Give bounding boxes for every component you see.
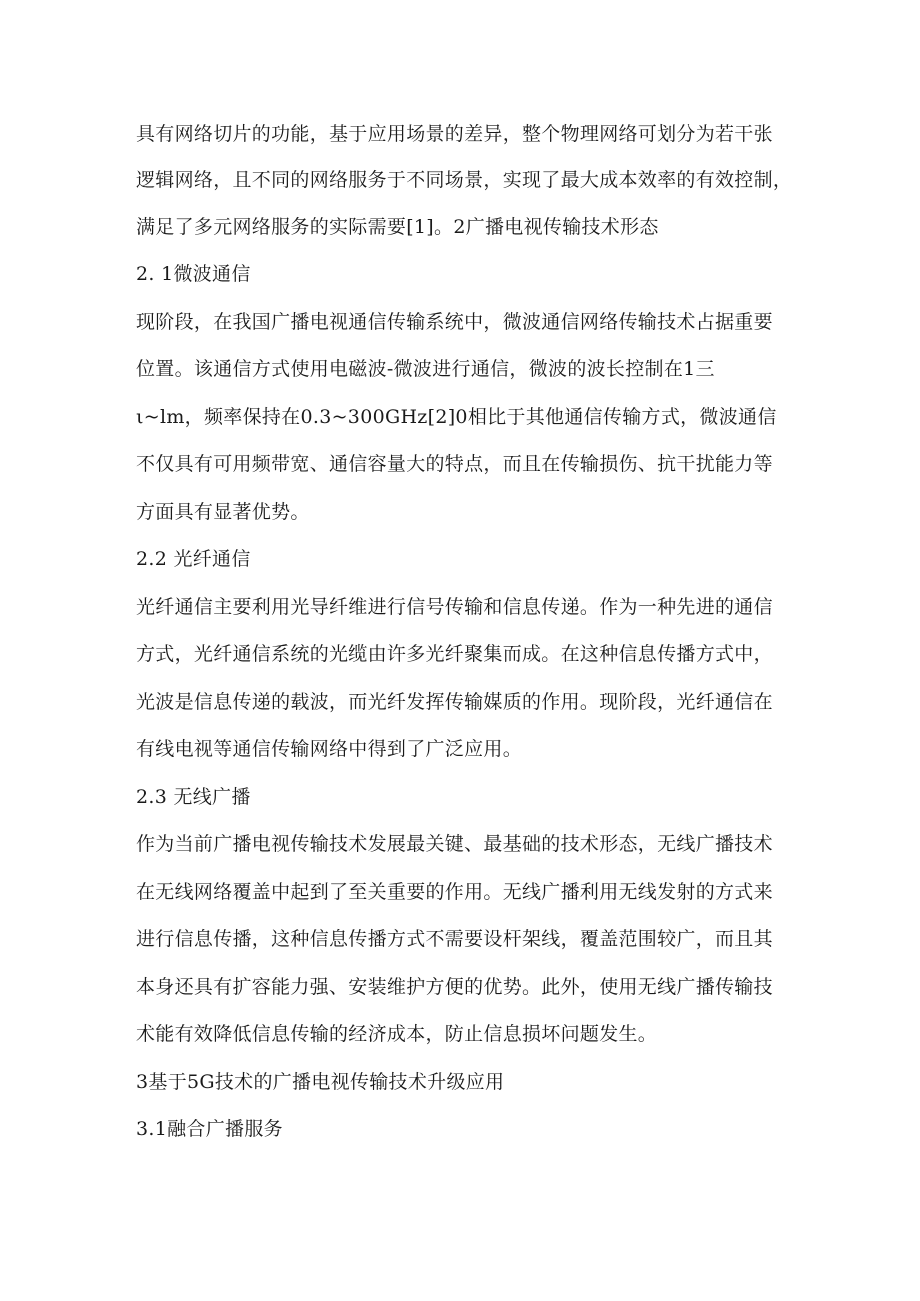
section-heading-2-2: 2.2 光纤通信 <box>136 548 251 570</box>
paragraph-line: 方式，光纤通信系统的光缆由许多光纤聚集而成。在这种信息传播方式中， <box>136 643 773 665</box>
paragraph-line: 进行信息传播，这种信息传播方式不需要设杆架线，覆盖范围较广，而且其 <box>136 928 773 950</box>
paragraph-line: ι~lm，频率保持在0.3~300GHz[2]0相比于其他通信传输方式，微波通信 <box>136 406 777 428</box>
paragraph-line: 光纤通信主要利用光导纤维进行信号传输和信息传递。作为一种先进的通信 <box>136 596 773 618</box>
section-heading-3: 3基于5G技术的广播电视传输技术升级应用 <box>136 1071 505 1093</box>
paragraph-line: 现阶段，在我国广播电视通信传输系统中，微波通信网络传输技术占据重要 <box>136 311 773 333</box>
paragraph-line: 在无线网络覆盖中起到了至关重要的作用。无线广播利用无线发射的方式来 <box>136 881 773 903</box>
paragraph-line: 有线电视等通信传输网络中得到了广泛应用。 <box>136 738 523 760</box>
paragraph-line: 方面具有显著优势。 <box>136 501 310 523</box>
paragraph-line: 满足了多元网络服务的实际需要[1]。2广播电视传输技术形态 <box>136 216 659 238</box>
paragraph-line: 光波是信息传递的载波，而光纤发挥传输媒质的作用。现阶段，光纤通信在 <box>136 691 773 713</box>
paragraph-line: 本身还具有扩容能力强、安装维护方便的优势。此外，使用无线广播传输技 <box>136 976 773 998</box>
paragraph-line: 不仅具有可用频带宽、通信容量大的特点，而且在传输损伤、抗干扰能力等 <box>136 453 773 475</box>
paragraph-line: 术能有效降低信息传输的经济成本，防止信息损坏问题发生。 <box>136 1023 658 1045</box>
paragraph-line: 具有网络切片的功能，基于应用场景的差异，整个物理网络可划分为若干张 <box>136 123 773 145</box>
section-heading-2-1: 2. 1微波通信 <box>136 263 251 285</box>
paragraph-line: 作为当前广播电视传输技术发展最关键、最基础的技术形态，无线广播技术 <box>136 833 773 855</box>
section-heading-3-1: 3.1融合广播服务 <box>136 1118 283 1140</box>
paragraph-line: 逻辑网络，且不同的网络服务于不同场景，实现了最大成本效率的有效控制， <box>136 169 793 191</box>
paragraph-line: 位置。该通信方式使用电磁波-微波进行通信，微波的波长控制在1三 <box>136 358 715 380</box>
section-heading-2-3: 2.3 无线广播 <box>136 786 251 808</box>
